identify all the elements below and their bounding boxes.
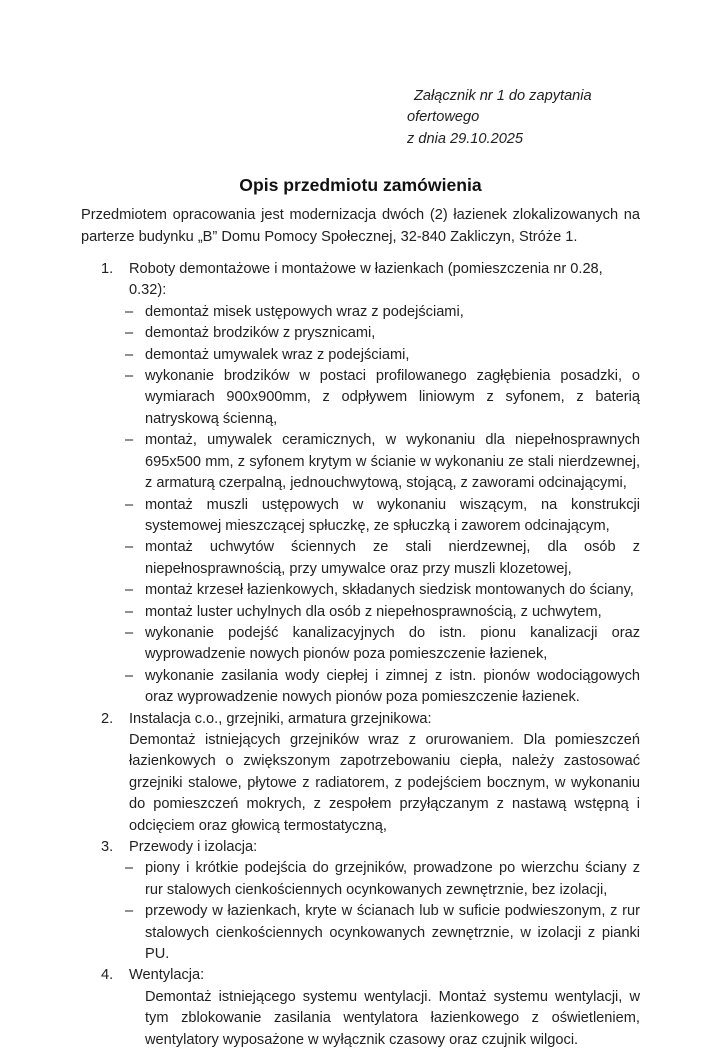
dash-marker: – — [125, 496, 134, 513]
list-item — [81, 858, 640, 901]
list-item — [81, 580, 640, 601]
section-heading: Instalacja c.o., grzejniki, armatura grzejnikowa: — [129, 710, 432, 727]
list-item — [81, 430, 640, 494]
list-item-text: demontaż misek ustępowych wraz z podejściami, — [145, 303, 464, 320]
list-item-text: montaż muszli ustępowych w wykonaniu wiszącym, na konstrukcji systemowej mieszczącej spłuczkę, ze spłuczką i zaworem odcinającym, — [145, 496, 640, 534]
list-item-text: montaż luster uchylnych dla osób z niepełnosprawnością, z uchwytem, — [145, 603, 602, 620]
bullet-list — [81, 302, 640, 709]
list-item — [81, 302, 640, 323]
section-heading: Wentylacja: — [129, 967, 205, 984]
list-item-text: wykonanie zasilania wody ciepłej i zimnej z istn. pionów wodociągowych oraz wyprowadzenie nowych pionów poza pomieszczenie łazienek. — [145, 667, 640, 706]
dash-marker: – — [125, 624, 134, 641]
list-item — [81, 901, 640, 965]
list-item-text: montaż krzeseł łazienkowych, składanych siedzisk montowanych do ściany, — [145, 582, 634, 599]
list-item — [81, 366, 640, 430]
list-item-text: demontaż umywalek wraz z podejściami, — [145, 346, 410, 363]
list-item-text: wykonanie podejść kanalizacyjnych do istn. pionu kanalizacji oraz wyprowadzenie nowych pionów poza pomieszczenie łazienek, — [145, 624, 640, 663]
dash-marker: – — [125, 860, 134, 877]
section-number: 1. — [101, 261, 114, 278]
dash-marker: – — [125, 432, 134, 449]
list-item-text: montaż uchwytów ściennych ze stali nierdzewnej, dla osób z niepełnosprawnością, przy umywalce oraz przy muszli klozetowej, — [145, 539, 640, 577]
dash-marker: – — [125, 325, 134, 342]
section-paragraph: Demontaż istniejącego systemu wentylacji. Montaż systemu wentylacji, w tym zblokowanie zasilania wentylatora łazienkowego z oświetleniem, wentylatory wyposażone w wyłącznik czasowy oraz czujnik wilgoci. — [145, 988, 640, 1048]
list-item — [81, 623, 640, 666]
section-heading-row — [81, 965, 640, 986]
section-wentylacja — [81, 965, 640, 1051]
dash-marker: – — [125, 903, 134, 920]
list-item-text: demontaż brodzików z prysznicami, — [145, 325, 376, 342]
list-item-text: wykonanie brodzików w postaci profilowanego zagłębienia posadzki, o wymiarach 900x900mm, z odpływem liniowym z syfonem, z baterią natryskową ścienną, — [145, 368, 640, 427]
dash-marker: – — [125, 539, 134, 556]
section-heading: Przewody i izolacja: — [129, 839, 258, 855]
section-instalacja — [81, 709, 640, 837]
list-item — [81, 323, 640, 344]
list-item-text: przewody w łazienkach, kryte w ścianach lub w suficie podwieszonym, z rur stalowych cienkościennych ocynkowanych zewnętrznie, w izolacji z pianki PU. — [145, 903, 640, 963]
list-item — [81, 666, 640, 709]
section-number: 2. — [101, 710, 114, 727]
attachment-note — [407, 86, 640, 150]
section-number: 3. — [101, 839, 114, 855]
list-item — [81, 537, 640, 580]
section-heading-row — [81, 259, 640, 302]
list-item — [81, 602, 640, 623]
section-roboty — [81, 259, 640, 709]
dash-marker: – — [125, 303, 134, 320]
list-item — [81, 345, 640, 366]
dash-marker: – — [125, 603, 134, 620]
section-list — [81, 259, 640, 1051]
list-item-text: montaż, umywalek ceramicznych, w wykonaniu dla niepełnosprawnych 695x500 mm, z syfonem krytym w ścianie w wykonaniu ze stali nierdzewnej, z armaturą czerpalną, jednouchwytową, stojącą, z zaworami odcinającymi, — [145, 432, 640, 492]
section-heading-row — [81, 709, 640, 730]
list-item-text: piony i krótkie podejścia do grzejników, prowadzone po wierzchu ściany z rur stalowych cienkościennych ocynkowanych zewnętrznie, bez izolacji, — [145, 860, 640, 898]
dash-marker: – — [125, 346, 134, 363]
list-item — [81, 495, 640, 538]
dash-marker: – — [125, 667, 134, 684]
intro-paragraph: Przedmiotem opracowania jest modernizacja dwóch (2) łazienek zlokalizowanych na parterze budynku „B” Domu Pomocy Społecznej, 32-840 Zakliczyn, Stróże 1. — [81, 207, 640, 245]
document-title: Opis przedmiotu zamówienia — [239, 175, 482, 196]
attachment-note-line2: z dnia 29.10.2025 — [407, 130, 524, 147]
section-number: 4. — [101, 967, 114, 984]
dash-marker: – — [125, 582, 134, 599]
section-paragraph: Demontaż istniejących grzejników wraz z orurowaniem. Dla pomieszczeń łazienkowych o zwiększonym zapotrzebowaniu ciepła, należy zastosować grzejniki stalowe, płytowe z radiatorem, z podejściem bocznym, w wykonaniu do pomieszczeń mokrych, z zespołem przyłączanym z nastawą wstępną i odcięciem oraz głowicą termostatyczną, — [129, 731, 640, 834]
attachment-note-line1: Załącznik nr 1 do zapytania ofertowego — [407, 88, 592, 126]
dash-marker: – — [125, 368, 134, 385]
section-przewody — [81, 837, 640, 965]
section-heading: Roboty demontażowe i montażowe w łazienkach (pomieszczenia nr 0.28, 0.32): — [129, 261, 603, 299]
bullet-list — [81, 858, 640, 965]
section-heading-row — [81, 837, 640, 858]
